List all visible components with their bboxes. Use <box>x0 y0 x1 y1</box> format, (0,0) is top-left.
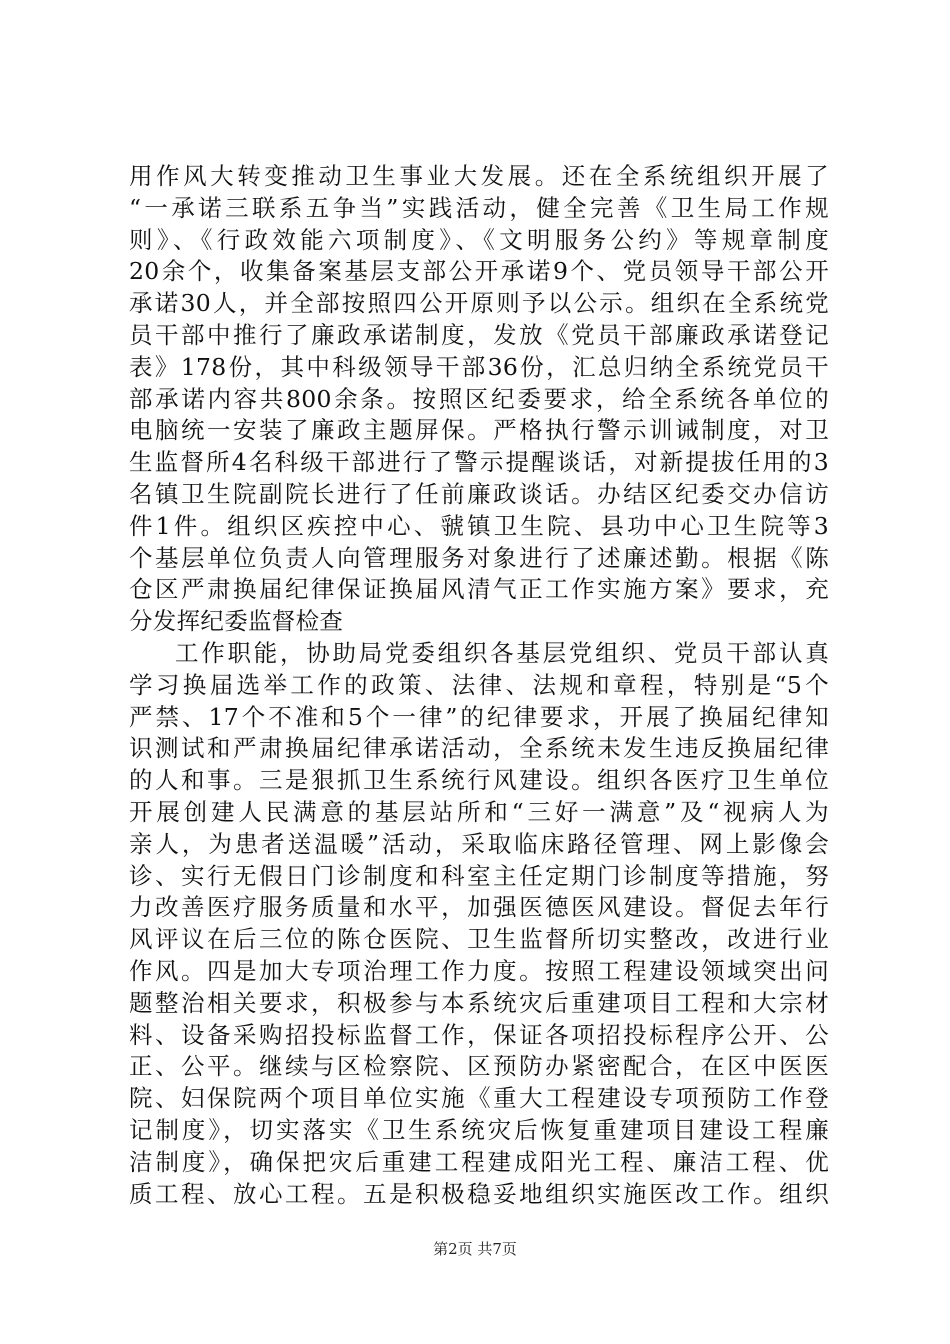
text-line: 学习换届选举工作的政策、法律、法规和章程，特别是“5个 <box>129 670 829 699</box>
text-line: 员干部中推行了廉政承诺制度，发放《党员干部廉政承诺登记 <box>129 320 829 349</box>
text-line: 工作职能，协助局党委组织各基层党组织、党员干部认真 <box>175 638 829 667</box>
text-line: 题整治相关要求，积极参与本系统灾后重建项目工程和大宗材 <box>129 988 829 1017</box>
text-line: 诊、实行无假日门诊制度和科室主任定期门诊制度等措施，努 <box>129 861 829 890</box>
text-line: 承诺30人，并全部按照四公开原则予以公示。组织在全系统党 <box>129 289 829 318</box>
text-line: 风评议在后三位的陈仓医院、卫生监督所切实整改，改进行业 <box>129 925 829 954</box>
text-line: 分发挥纪委监督检查 <box>129 607 344 636</box>
text-line: 的人和事。三是狠抓卫生系统行风建设。组织各医疗卫生单位 <box>129 766 829 795</box>
text-line: 识测试和严肃换届纪律承诺活动，全系统未发生违反换届纪律 <box>129 734 829 763</box>
document-body <box>129 161 829 1210</box>
text-line: 正、公平。继续与区检察院、区预防办紧密配合，在区中医医 <box>129 1052 829 1081</box>
page-number-footer: 第2页 共7页 <box>433 1240 517 1258</box>
text-line: 则》、《行政效能六项制度》、《文明服务公约》等规章制度 <box>129 225 829 254</box>
text-line: 力改善医疗服务质量和水平，加强医德医风建设。督促去年行 <box>129 893 829 922</box>
text-line: 质工程、放心工程。五是积极稳妥地组织实施医改工作。组织 <box>129 1179 829 1208</box>
text-line: 件1件。组织区疾控中心、虢镇卫生院、县功中心卫生院等3 <box>129 511 829 540</box>
text-line: 用作风大转变推动卫生事业大发展。还在全系统组织开展了 <box>129 162 829 190</box>
text-line: 开展创建人民满意的基层站所和“三好一满意”及“视病人为 <box>129 797 829 826</box>
paragraph-1 <box>129 161 829 638</box>
text-line: 记制度》，切实落实《卫生系统灾后恢复重建项目建设工程廉 <box>129 1115 829 1144</box>
text-line: 表》178份，其中科级领导干部36份，汇总归纳全系统党员干 <box>129 352 829 381</box>
text-line: 个基层单位负责人向管理服务对象进行了述廉述勤。根据《陈 <box>129 543 829 572</box>
text-line: 名镇卫生院副院长进行了任前廉政谈话。办结区纪委交办信访 <box>129 479 829 508</box>
text-line: 生监督所4名科级干部进行了警示提醒谈话，对新提拔任用的3 <box>129 448 829 477</box>
text-line: 料、设备采购招投标监督工作，保证各项招投标程序公开、公 <box>129 1020 829 1049</box>
text-line: 严禁、17个不准和5个一律”的纪律要求，开展了换届纪律知 <box>129 702 829 731</box>
text-line: 洁制度》，确保把灾后重建工程建成阳光工程、廉洁工程、优 <box>129 1147 829 1176</box>
text-line: 20余个，收集备案基层支部公开承诺9个、党员领导干部公开 <box>129 257 829 286</box>
text-line: 亲人，为患者送温暖”活动，采取临床路径管理、网上影像会 <box>129 829 829 858</box>
text-line: 仓区严肃换届纪律保证换届风清气正工作实施方案》要求，充 <box>129 575 829 604</box>
text-line: 院、妇保院两个项目单位实施《重大工程建设专项预防工作登 <box>129 1084 829 1113</box>
text-line: 作风。四是加大专项治理工作力度。按照工程建设领域突出问 <box>129 956 829 985</box>
text-line: “一承诺三联系五争当”实践活动，健全完善《卫生局工作规 <box>129 193 829 222</box>
text-line: 电脑统一安装了廉政主题屏保。严格执行警示训诫制度，对卫 <box>129 416 829 445</box>
text-line: 部承诺内容共800余条。按照区纪委要求，给全系统各单位的 <box>129 384 829 413</box>
paragraph-2 <box>129 638 829 1210</box>
